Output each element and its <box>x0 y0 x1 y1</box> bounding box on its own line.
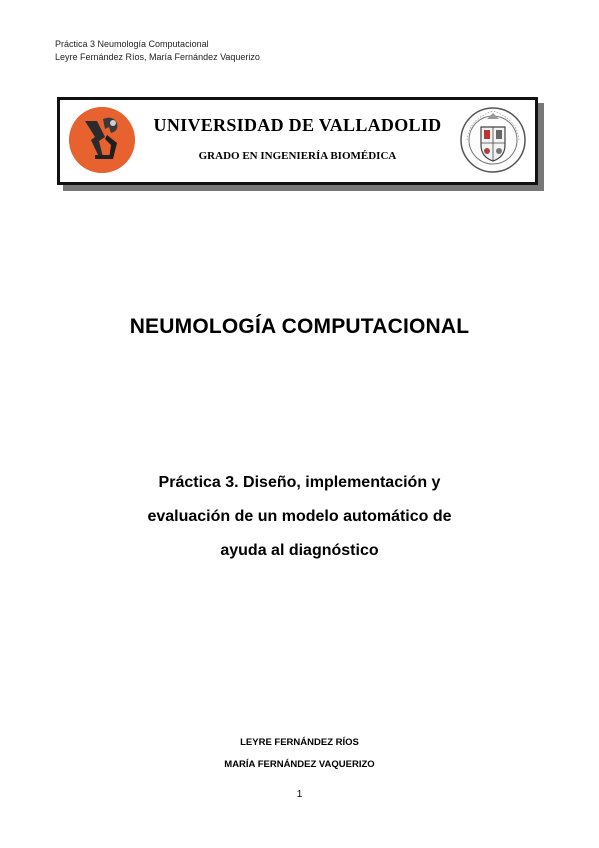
header-line-1: Práctica 3 Neumología Computacional <box>55 39 209 49</box>
university-banner <box>57 97 538 185</box>
header-line-2: Leyre Fernández Ríos, María Fernández Vaquerizo <box>55 52 260 62</box>
page-number: 1 <box>296 789 303 800</box>
subtitle-line-3: ayuda al diagnóstico <box>220 542 379 559</box>
subtitle-line-1: Práctica 3. Diseño, implementación y <box>158 474 441 491</box>
subtitle-line-2: evaluación de un modelo automático de <box>147 508 452 525</box>
degree-name: GRADO EN INGENIERÍA BIOMÉDICA <box>198 150 397 162</box>
document-subtitle <box>0 466 599 568</box>
university-name: UNIVERSIDAD DE VALLADOLID <box>153 115 442 135</box>
document-title: NEUMOLOGÍA COMPUTACIONAL <box>129 315 470 338</box>
university-seal-icon <box>459 105 527 175</box>
author-1: LEYRE FERNÁNDEZ RÍOS <box>240 737 359 748</box>
page-header <box>55 38 260 64</box>
author-2: MARÍA FERNÁNDEZ VAQUERIZO <box>224 759 375 770</box>
